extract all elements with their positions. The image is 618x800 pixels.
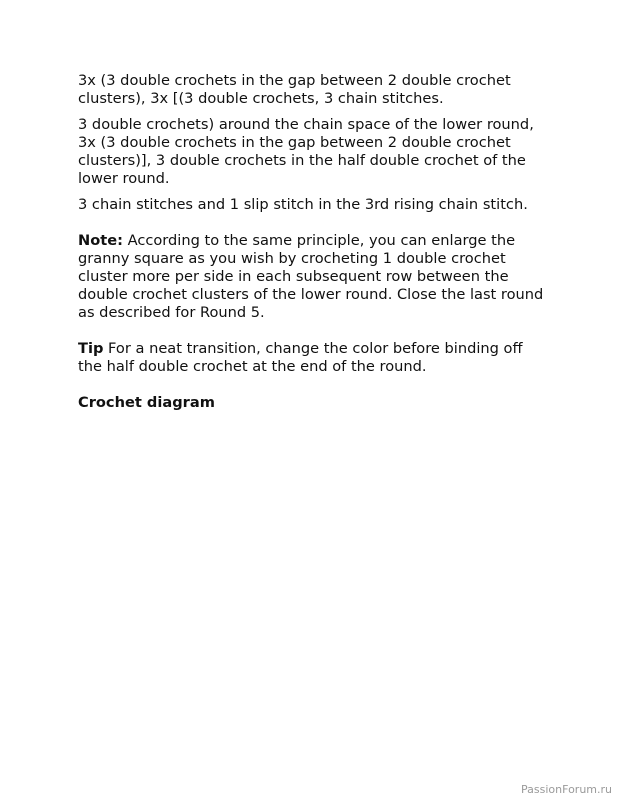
tip-text: For a neat transition, change the color before binding off the half double crochet at the end of the round. <box>78 340 523 375</box>
note-paragraph <box>78 232 548 322</box>
watermark: PassionForum.ru <box>521 783 612 796</box>
instruction-paragraph: 3x (3 double crochets in the gap between 2 double crochet clusters), 3x [(3 double crochets, 3 chain stitches. <box>78 72 511 107</box>
tip-paragraph <box>78 340 548 376</box>
instruction-paragraph: 3 chain stitches and 1 slip stitch in the 3rd rising chain stitch. <box>78 196 528 213</box>
tip-label: Tip <box>78 340 104 357</box>
document-page <box>78 72 548 412</box>
note-text: According to the same principle, you can enlarge the granny square as you wish by crocheting 1 double crochet cluster more per side in each subsequent row between the double crochet clusters of the lower round. Close the last round as described for Round 5. <box>78 232 544 321</box>
note-label: Note: <box>78 232 123 249</box>
section-heading: Crochet diagram <box>78 394 215 411</box>
instruction-paragraph: 3 double crochets) around the chain space of the lower round, 3x (3 double crochets in the gap between 2 double crochet clusters)], 3 double crochets in the half double crochet of the lower round. <box>78 116 534 187</box>
